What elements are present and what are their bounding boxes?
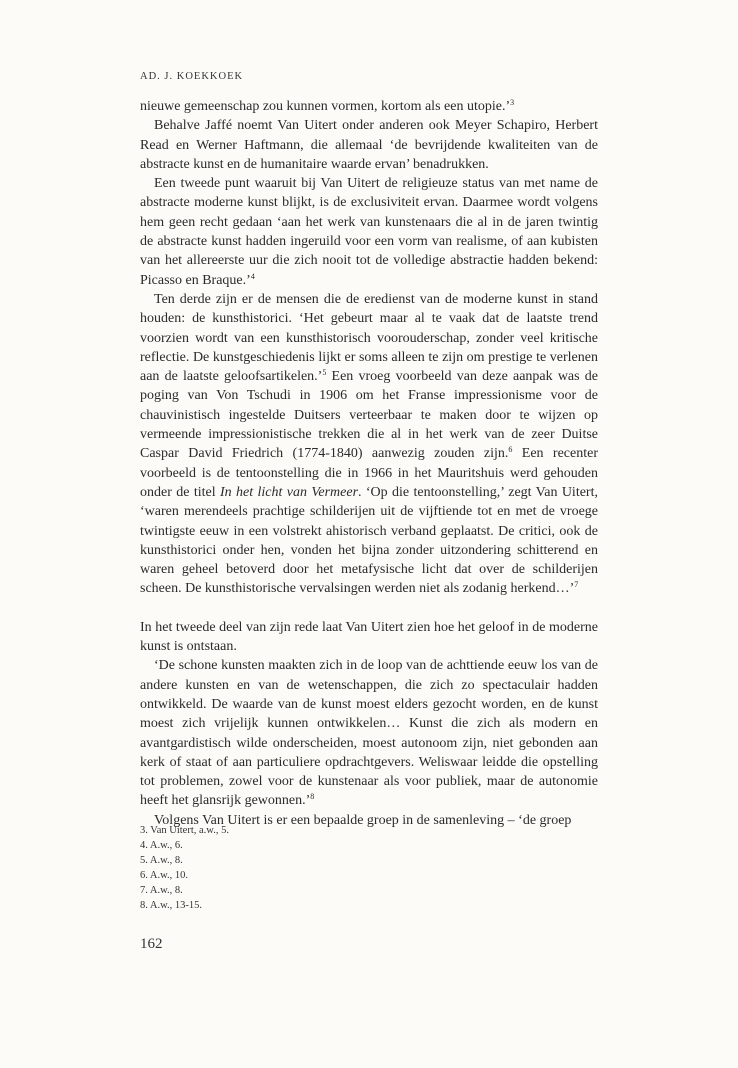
footnote-ref-4: 4: [250, 271, 255, 281]
paragraph-jaffe: [140, 116, 598, 174]
text-segment: ‘De schone kunsten maakten zich in de loop van de achttiende eeuw los van de andere kunsten en van de wetenschappen, die zich zo spectaculair hadden ontwikkeld. De waarde van de kunst moest elders gezocht worden, en de kunst moest zich vrijelijk kunnen ontwikkelen… Kunst die zich als modern en avantgardistisch wilde onderscheiden, moest autonoom zijn, niet gebonden aan kerk of staat of aan particuliere opdrachtgevers. Weliswaar leidde die opstelling tot problemen, zowel voor de kunstenaar als voor publiek, maar de autonomie heeft het glansrijk gewonnen.’: [140, 658, 598, 809]
paragraph-second-point: [140, 174, 598, 290]
text-segment: Een tweede punt waaruit bij Van Uitert de religieuze status van met name de abstracte moderne kunst blijkt, is de exclusiviteit ervan. Daarmee wordt volgens hem geen recht gedaan ‘aan het werk van kunstenaars die al in de jaren twintig de abstracte kunst hadden ingeruild voor een vorm van realisme, of aan kubisten van het allereerste uur die zich nooit tot de volledige abstractie hadden bekend: Picasso en Braque.’: [140, 176, 598, 288]
footnote-ref-8: 8: [310, 792, 315, 802]
running-head: AD. J. KOEKKOEK: [140, 71, 244, 82]
footnote: 6. A.w., 10.: [140, 869, 189, 881]
text-segment: Een recenter voorbeeld is de tentoonstelling die in 1966 in het Mauritshuis werd gehouden onder de titel: [140, 446, 599, 500]
text-segment: In het tweede deel van zijn rede laat Van Uitert zien hoe het geloof in de moderne kunst is ontstaan.: [140, 619, 598, 655]
paragraph-second-part: [140, 618, 598, 657]
exhibition-title: In het licht van Vermeer: [220, 484, 359, 500]
page-number: 162: [140, 936, 163, 952]
footnote: 4. A.w., 6.: [140, 839, 183, 851]
text-segment: . ‘Op die tentoonstelling,’ zegt Van Uitert, ‘waren merendeels prachtige schilderijen uit de vijftiende tot en met de vroege twintigste eeuw in een volstrekt ahistorisch verband geplaatst. De critici, ook de kunsthistorici onder hen, vonden het bijna zonder uitzondering schitterend en waren geheel betoverd door het metafysische licht dat over de schilderijen scheen. De kunsthistorische vervalsingen werden niet als zodanig herkend…’: [140, 484, 598, 597]
footnotes: [140, 824, 440, 913]
footnote-ref-6: 6: [508, 445, 513, 455]
footnote: 3. Van Uitert, a.w., 5.: [140, 825, 229, 836]
paragraph-quote-fine-arts: [140, 656, 598, 810]
footnote-ref-3: 3: [510, 98, 515, 107]
paragraph-third-point: [140, 290, 598, 599]
footnote-ref-5: 5: [322, 368, 327, 378]
text-segment: Volgens Van Uitert is er een bepaalde groep in de samenleving – ‘de groep: [154, 812, 572, 828]
footnote: 8. A.w., 13-15.: [140, 899, 203, 911]
text-segment: Ten derde zijn er de mensen die de eredienst van de moderne kunst in stand houden: de kunsthistorici. ‘Het gebeurt maar al te vaak dat de laatste trend voorzien wordt van een kunsthistorisch voorouderschap, zonder veel kritische reflectie. De kunstgeschiedenis lijkt er soms alleen te zijn om prestige te verlenen aan de laatste geloofsartikelen.’: [140, 291, 598, 385]
footnote: 7. A.w., 8.: [140, 884, 183, 896]
text-segment: nieuwe gemeenschap zou kunnen vormen, kortom als een utopie.’: [140, 99, 511, 114]
footnote: 5. A.w., 8.: [140, 854, 183, 866]
text-segment: Behalve Jaffé noemt Van Uitert onder anderen ook Meyer Schapiro, Herbert Read en Werner Haftmann, die allemaal ‘de bevrijdende kwaliteiten van de abstracte kunst en de humanitaire waarde ervan’ benadrukken.: [140, 118, 598, 172]
footnote-ref-7: 7: [574, 580, 579, 590]
text-segment: Een vroeg voorbeeld van deze aanpak was de poging van Von Tschudi in 1906 om het Franse impressionisme voor de chauvinistisch ingestelde Duitsers verteerbaar te maken door te wijzen op vermeende impressionistische trekken die al in het werk van de zeer Duitse Caspar David Friedrich (1774-1840) aanwezig zouden zijn.: [140, 369, 599, 462]
paragraph-continuation: [140, 97, 598, 116]
body-text: [140, 97, 598, 830]
